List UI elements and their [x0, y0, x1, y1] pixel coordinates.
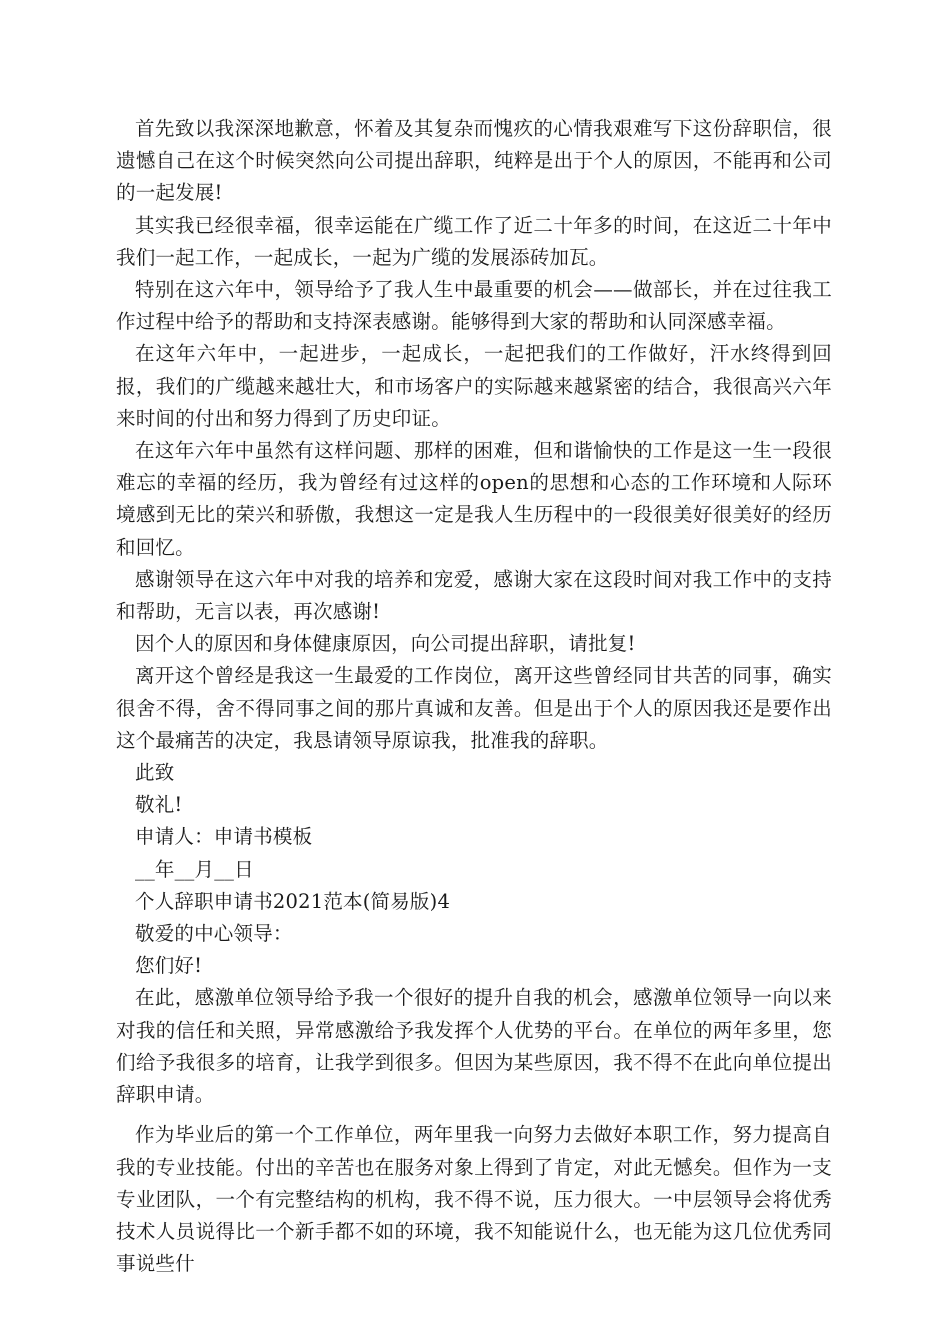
section-title: 个人辞职申请书2021范本(简易版)4 — [135, 889, 451, 913]
paragraph-request: 因个人的原因和身体健康原因，向公司提出辞职，请批复! — [135, 632, 636, 656]
paragraph-gratitude: 在此，感激单位领导给予我一个很好的提升自我的机会，感激单位领导一向以来对我的信任和关照，异常感激给予我发挥个人优势的平台。在单位的两年多里，您们给予我很多的培育，让我学到很多。但因为某些原因，我不得不在此向单位提出辞职申请。 — [116, 986, 832, 1107]
closing-salutation: 此致 — [135, 761, 175, 785]
paragraph-apology: 首先致以我深深地歉意，怀着及其复杂而愧疚的心情我艰难写下这份辞职信，很遗憾自己在这个时候突然向公司提出辞职，纯粹是出于个人的原因，不能再和公司的一起发展! — [116, 117, 832, 205]
paragraph-opportunity: 特别在这六年中，领导给予了我人生中最重要的机会——做部长，并在过往我工作过程中给予的帮助和支持深表感谢。能够得到大家的帮助和认同深感幸福。 — [116, 278, 832, 334]
paragraph-progress: 在这年六年中，一起进步，一起成长，一起把我们的工作做好，汗水终得到回报，我们的广缆越来越壮大，和市场客户的实际越来越紧密的结合，我很高兴六年来时间的付出和努力得到了历史印证。 — [116, 342, 832, 430]
date-line: __年__月__日 — [135, 857, 254, 881]
applicant-line: 申请人：申请书模板 — [135, 825, 313, 849]
letter-addressee: 敬爱的中心领导： — [135, 922, 293, 946]
paragraph-first-job: 作为毕业后的第一个工作单位，两年里我一向努力去做好本职工作，努力提高自我的专业技能。付出的辛苦也在服务对象上得到了肯定，对此无憾矣。但作为一支专业团队，一个有完整结构的机构，我不得不说，压力很大。一中层领导会将优秀技术人员说得比一个新手都不如的环境，我不知能说什么，也无能为这几位优秀同事说些什 — [116, 1123, 832, 1276]
document-body — [116, 113, 832, 1280]
closing-regards: 敬礼! — [135, 793, 183, 817]
paragraph-farewell: 离开这个曾经是我这一生最爱的工作岗位，离开这些曾经同甘共苦的同事，确实很舍不得，舍不得同事之间的那片真诚和友善。但是出于个人的原因我还是要作出这个最痛苦的决定，我恳请领导原谅我，批准我的辞职。 — [116, 664, 832, 752]
paragraph-thanks: 感谢领导在这六年中对我的培养和宠爱，感谢大家在这段时间对我工作中的支持和帮助，无言以表，再次感谢! — [116, 567, 832, 624]
paragraph-experience: 在这年六年中虽然有这样问题、那样的困难，但和谐愉快的工作是这一生一段很难忘的幸福的经历，我为曾经有过这样的open的思想和心态的工作环境和人际环境感到无比的荣兴和骄傲，我想这一定是我人生历程中的一段很美好很美好的经历和回忆。 — [116, 439, 832, 559]
paragraph-happiness: 其实我已经很幸福，很幸运能在广缆工作了近二十年多的时间，在这近二十年中我们一起工作，一起成长，一起为广缆的发展添砖加瓦。 — [116, 213, 832, 269]
letter-greeting: 您们好! — [135, 954, 203, 978]
